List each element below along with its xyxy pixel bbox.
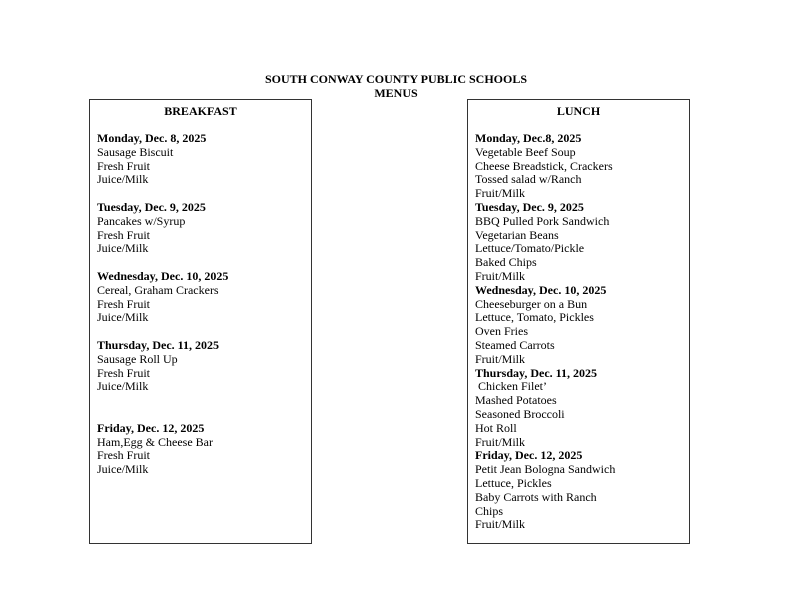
breakfast-day-thursday — [97, 339, 307, 394]
lunch-menu-box — [467, 99, 690, 544]
menu-item: Hot Roll — [475, 420, 517, 435]
menu-item: Fruit/Milk — [475, 351, 526, 366]
menu-item: Seasoned Broccoli — [475, 406, 565, 421]
menu-item: Sausage Biscuit — [97, 144, 174, 159]
menu-item: Cheeseburger on a Bun — [475, 296, 588, 311]
day-label: Wednesday, Dec. 10, 2025 — [475, 282, 607, 297]
menu-item: Baby Carrots with Ranch — [475, 489, 597, 504]
document-title: SOUTH CONWAY COUNTY PUBLIC SCHOOLS — [264, 72, 528, 86]
menu-item: Fruit/Milk — [475, 268, 526, 283]
day-label: Tuesday, Dec. 9, 2025 — [97, 199, 206, 214]
menu-item: Baked Chips — [475, 255, 537, 270]
menu-item: Chips — [475, 503, 504, 518]
day-label: Thursday, Dec. 11, 2025 — [97, 337, 220, 352]
menu-item: BBQ Pulled Pork Sandwich — [475, 213, 610, 228]
menu-item: Vegetable Beef Soup — [475, 144, 576, 159]
document-subtitle: MENUS — [374, 85, 418, 100]
menu-item: Fresh Fruit — [97, 158, 151, 173]
menu-item: Oven Fries — [475, 324, 528, 339]
menu-item: Fruit/Milk — [475, 517, 526, 532]
menu-item: Fresh Fruit — [97, 227, 151, 242]
breakfast-day-friday — [97, 422, 307, 477]
lunch-day-tuesday — [475, 201, 685, 284]
menu-item: Petit Jean Bologna Sandwich — [475, 462, 616, 477]
day-label: Monday, Dec.8, 2025 — [475, 131, 582, 145]
breakfast-heading: BREAKFAST — [164, 104, 237, 118]
menu-item: Juice/Milk — [97, 241, 149, 256]
menu-item: Lettuce, Pickles — [475, 475, 552, 490]
menu-item: Vegetarian Beans — [475, 227, 559, 242]
menu-item: Cereal, Graham Crackers — [97, 282, 219, 297]
menu-item: Mashed Potatoes — [475, 393, 557, 408]
lunch-day-friday — [475, 449, 685, 532]
day-label: Thursday, Dec. 11, 2025 — [475, 365, 598, 380]
menu-item: Fresh Fruit — [97, 296, 151, 311]
menu-item: Fresh Fruit — [97, 365, 151, 380]
breakfast-day-tuesday — [97, 201, 307, 256]
menu-item: Chicken Filet’ — [475, 379, 547, 394]
menu-item: Fresh Fruit — [97, 448, 151, 463]
day-label: Friday, Dec. 12, 2025 — [475, 448, 583, 463]
lunch-day-thursday — [475, 367, 685, 450]
lunch-heading: LUNCH — [556, 104, 601, 118]
menu-item: Juice/Milk — [97, 379, 149, 394]
menu-item: Fruit/Milk — [475, 434, 526, 449]
menu-item: Tossed salad w/Ranch — [475, 172, 582, 187]
breakfast-day-wednesday — [97, 270, 307, 325]
menu-item: Fruit/Milk — [475, 186, 526, 201]
day-label: Monday, Dec. 8, 2025 — [97, 131, 207, 145]
menu-item: Lettuce, Tomato, Pickles — [475, 310, 594, 325]
lunch-day-monday — [475, 132, 685, 201]
menu-item: Lettuce/Tomato/Pickle — [475, 241, 585, 256]
breakfast-menu-box — [89, 99, 312, 544]
breakfast-day-monday — [97, 132, 307, 187]
menu-item: Juice/Milk — [97, 462, 149, 477]
menu-item: Pancakes w/Syrup — [97, 213, 186, 228]
breakfast-day-list — [97, 132, 307, 491]
menu-item: Steamed Carrots — [475, 337, 555, 352]
menu-item: Sausage Roll Up — [97, 351, 178, 366]
day-label: Tuesday, Dec. 9, 2025 — [475, 199, 584, 214]
menu-item: Ham,Egg & Cheese Bar — [97, 434, 213, 449]
lunch-day-wednesday — [475, 284, 685, 367]
menu-item: Juice/Milk — [97, 310, 149, 325]
menu-item: Juice/Milk — [97, 172, 149, 187]
day-label: Wednesday, Dec. 10, 2025 — [97, 268, 229, 283]
menu-item: Cheese Breadstick, Crackers — [475, 158, 613, 173]
lunch-day-list — [475, 132, 685, 532]
day-label: Friday, Dec. 12, 2025 — [97, 420, 205, 435]
